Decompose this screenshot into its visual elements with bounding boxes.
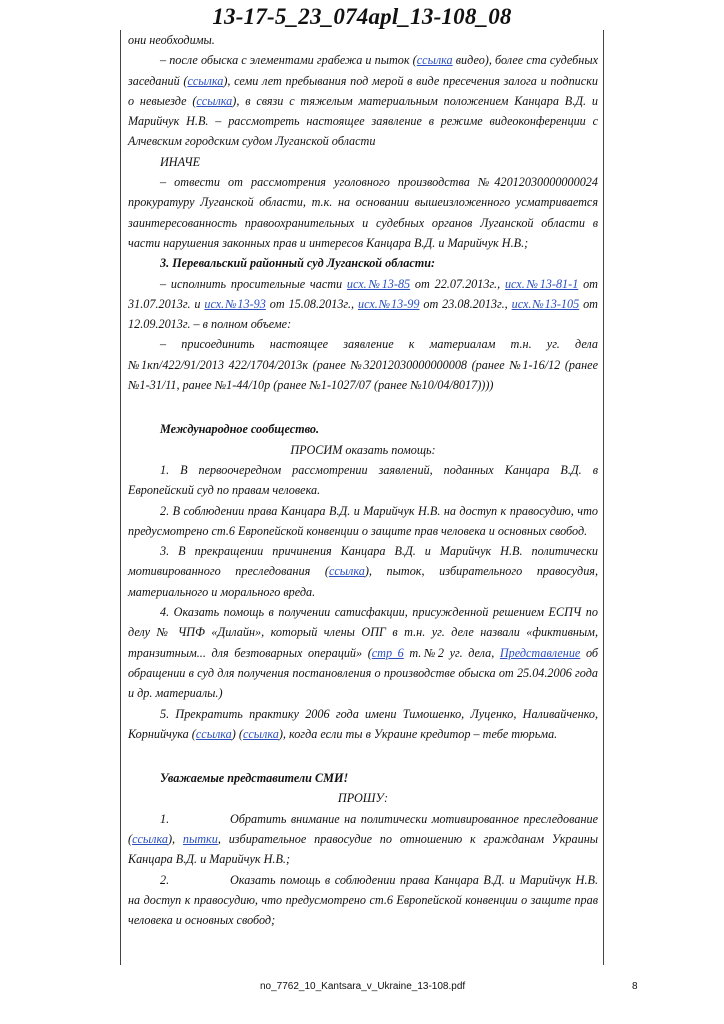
- request-item-4: 4. Оказать помощь в получении сатисфакции, присужденной решением ЕСПЧ по делу № ЧПФ «Дилайн», который члены ОПГ в т.н. уг. деле назвали «фиктивным, транзитным... для безтоварных операций» (стр 6 т.№2 уг. дела, Представление об обращении в суд для получения постановления о производстве обыска от 25.04.2006 года и др. материалы.): [128, 605, 599, 701]
- link-ref-13-105[interactable]: исх.№13-105: [511, 296, 580, 311]
- link-page-6[interactable]: стр 6: [371, 645, 404, 660]
- paragraph-attach: – присоединить настоящее заявление к материалам т.н. уг. дела №1кп/422/91/2013 422/1704/2013к (ранее №32012030000000008 (ранее №1-16/12 (ранее №1-31/11, ранее №1-44/10р (ранее №1-1027/07 (ранее №10/04/8017)))): [128, 337, 598, 393]
- media-item-1: 1. Обратить внимание на политически мотивированное преследование (ссылка), пытки, избирательное правосудие по отношению к гражданам Украины Канцара В.Д. и Марийчук Н.В.;: [128, 811, 598, 867]
- link-ref-13-93[interactable]: исх.№13-93: [204, 296, 266, 311]
- request-item-2: 2. В соблюдении права Канцара В.Д. и Марийчук Н.В. на доступ к правосудию, что предусмотрено ст.6 Европейской конвенции о защите прав человека и основных свобод.: [128, 503, 598, 538]
- link-submission[interactable]: Представление: [499, 645, 581, 660]
- link-ref-13-85[interactable]: исх.№13-85: [346, 276, 411, 291]
- media-item-2: 2. Оказать помощь в соблюдении права Канцара В.Д. и Марийчук Н.В. на доступ к правосудию, что предусмотрено ст.6 Европейской конвенции о защите прав человека и основных свобод;: [128, 872, 598, 928]
- link-ref-13-81-1[interactable]: исх.№13-81-1: [504, 276, 579, 291]
- section-heading-media: Уважаемые представители СМИ!: [160, 771, 349, 786]
- footer-page-number: 8: [632, 981, 638, 992]
- link-persecution[interactable]: ссылка: [328, 564, 365, 579]
- paragraph-execute-requests: – исполнить просительные части исх.№13-85 от 22.07.2013г., исх.№13-81-1 от 31.07.2013г. и исх.№13-93 от 15.08.2013г., исх.№13-99 от 23.08.2013г., исх.№13-105 от 12.09.2013г. – в полном объеме:: [128, 276, 598, 332]
- link-torture[interactable]: пытки: [182, 831, 218, 846]
- document-body: [128, 30, 598, 930]
- paragraph-otherwise: ИНАЧЕ: [160, 154, 201, 169]
- request-item-1: 1. В первоочередном рассмотрении заявлений, поданных Канцара В.Д. в Европейский суд по правам человека.: [128, 462, 598, 498]
- link-practice-1[interactable]: ссылка: [195, 726, 232, 741]
- document-title: 13-17-5_23_074apl_13-108_08: [212, 4, 512, 29]
- link-ref-13-99[interactable]: исх.№13-99: [358, 296, 420, 311]
- link-video[interactable]: ссылка: [416, 53, 453, 68]
- link-practice-2[interactable]: ссылка: [242, 726, 279, 741]
- paragraph-fragment: они необходимы.: [128, 33, 215, 47]
- section-heading-court: 3. Перевальский районный суд Луганской области:: [160, 256, 436, 271]
- paragraph-video-conference: – после обыска с элементами грабежа и пыток (ссылка видео), более ста судебных заседаний (ссылка), семи лет пребывания под мерой в виде пресечения залога и подписки о невыезде (ссылка), в связи с тяжелым материальным положением Канцара В.Д. и Марийчук Н.В. – рассмотреть настоящее заявление в режиме видеоконференции с Алчевским городским судом Луганской области: [128, 53, 598, 149]
- link-court-sessions[interactable]: ссылка: [187, 73, 224, 88]
- request-heading: ПРОСИМ оказать помощь:: [290, 442, 436, 457]
- paragraph-recusal: – отвести от рассмотрения уголовного производства №42012030000000024 прокуратуру Луганской области, т.к. на основании вышеизложенного усматривается заинтересованность правоохранительных и судебных органов Луганской области в части нарушения законных прав и интересов Канцара В.Д. и Марийчук Н.В.;: [128, 175, 598, 250]
- link-politically-motivated[interactable]: ссылка: [132, 831, 168, 846]
- media-request-heading: ПРОШУ:: [337, 791, 389, 806]
- request-item-5: 5. Прекратить практику 2006 года имени Тимошенко, Луценко, Наливайченко, Корнийчука (ссылка) (ссылка), когда если ты в Украине кредитор – тебе тюрьма.: [128, 706, 598, 741]
- link-bail[interactable]: ссылка: [196, 93, 233, 108]
- footer-filename: no_7762_10_Kantsara_v_Ukraine_13-108.pdf: [260, 981, 466, 992]
- section-heading-international: Международное сообщество.: [160, 422, 320, 437]
- request-item-3: 3. В прекращении причинения Канцара В.Д. и Марийчук Н.В. политически мотивированного преследования (ссылка), пыток, избирательного правосудия, материального и морального вреда.: [128, 544, 598, 599]
